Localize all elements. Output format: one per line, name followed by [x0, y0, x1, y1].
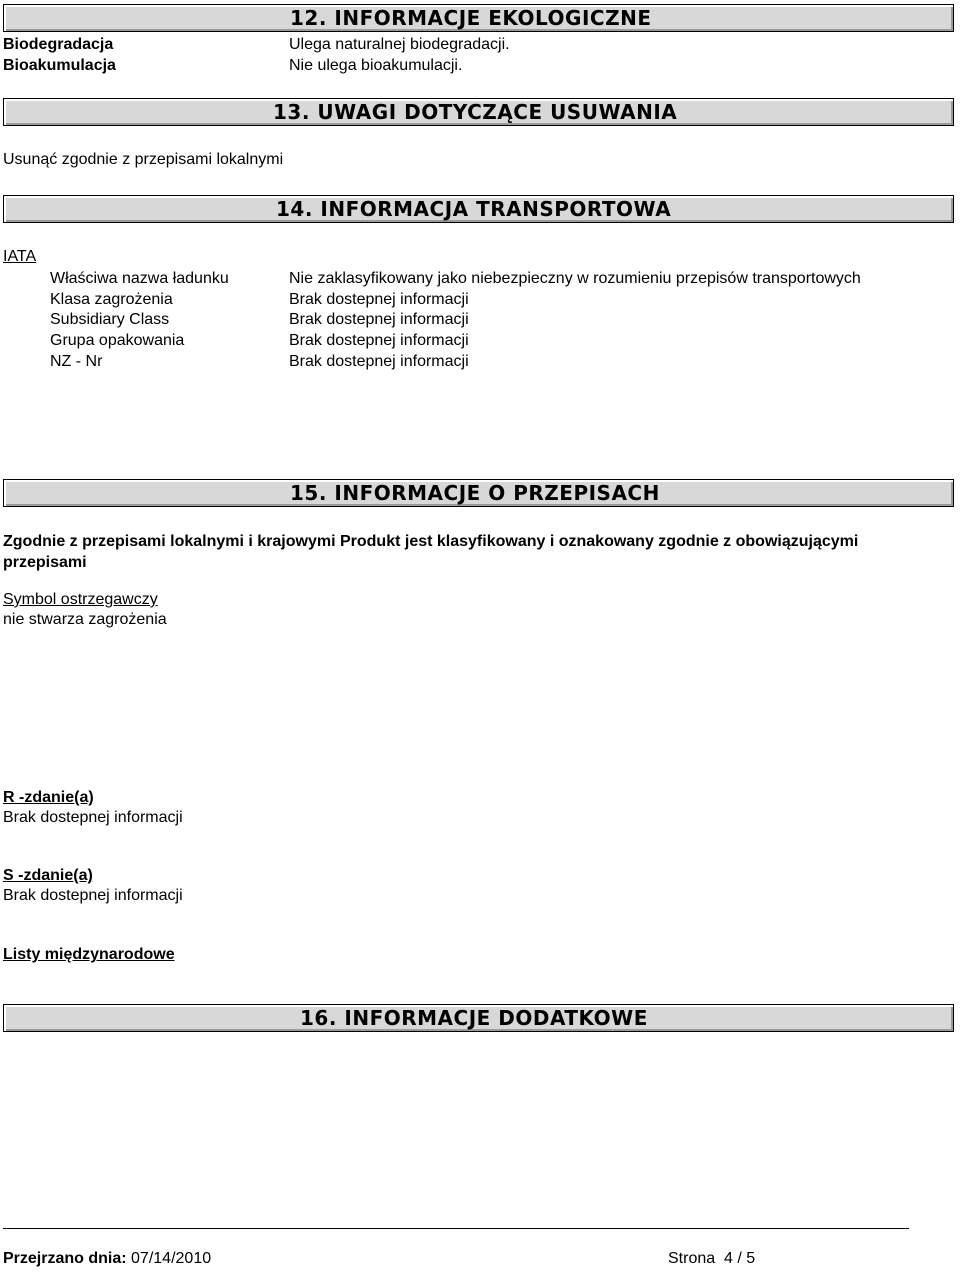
- transport-label: NZ - Nr: [50, 352, 103, 370]
- transport-value: Brak dostepnej informacji: [289, 332, 469, 350]
- transport-label: Subsidiary Class: [50, 311, 170, 329]
- transport-value: Brak dostepnej informacji: [289, 290, 469, 308]
- transport-values: [289, 269, 861, 372]
- section-14-title: 14. INFORMACJA TRANSPORTOWA: [276, 197, 672, 221]
- transport-value: Brak dostepnej informacji: [289, 311, 469, 329]
- transport-value: Nie zaklasyfikowany jako niebezpieczny w rozumieniu przepisów transportowych: [289, 270, 861, 287]
- transport-labels: [50, 269, 229, 372]
- section-12-title: 12. INFORMACJE EKOLOGICZNE: [290, 6, 652, 30]
- reviewed-date: 07/14/2010: [131, 1250, 212, 1267]
- page-label: Strona: [668, 1250, 716, 1267]
- s-phrases-label: S -zdanie(a): [3, 867, 93, 884]
- iata-heading: IATA: [3, 248, 37, 265]
- bioaccumulation-value: Nie ulega bioakumulacji.: [289, 57, 463, 74]
- hazard-symbol-label: Symbol ostrzegawczy: [3, 591, 158, 608]
- international-lists-label: Listy międzynarodowe: [3, 946, 175, 963]
- regulatory-intro-line1: Zgodnie z przepisami lokalnymi i krajowymi Produkt jest klasyfikowany i oznakowany zgodnie z obowiązującymi: [3, 533, 859, 550]
- r-phrases-label: R -zdanie(a): [3, 789, 94, 806]
- bioaccumulation-label: Bioakumulacja: [3, 57, 116, 74]
- hazard-symbol-value: nie stwarza zagrożenia: [3, 611, 167, 628]
- page-number: 4 / 5: [724, 1250, 756, 1267]
- biodegradation-value: Ulega naturalnej biodegradacji.: [289, 36, 510, 53]
- disposal-text: Usunąć zgodnie z przepisami lokalnymi: [3, 151, 284, 168]
- transport-label: Klasa zagrożenia: [50, 290, 173, 308]
- s-phrases-value: Brak dostepnej informacji: [3, 887, 183, 904]
- footer-page: [668, 1249, 755, 1269]
- r-phrases-value: Brak dostepnej informacji: [3, 809, 183, 826]
- section-16-title: 16. INFORMACJE DODATKOWE: [300, 1006, 648, 1030]
- footer-reviewed: [3, 1249, 211, 1269]
- transport-label: Grupa opakowania: [50, 332, 185, 350]
- biodegradation-label: Biodegradacja: [3, 36, 114, 53]
- transport-label: Właściwa nazwa ładunku: [50, 270, 229, 287]
- transport-value: Brak dostepnej informacji: [289, 352, 469, 370]
- reviewed-label: Przejrzano dnia:: [3, 1250, 127, 1267]
- footer-rule: [3, 1228, 909, 1229]
- regulatory-intro-line2: przepisami: [3, 554, 87, 571]
- section-13-title: 13. UWAGI DOTYCZĄCE USUWANIA: [273, 100, 678, 124]
- section-15-title: 15. INFORMACJE O PRZEPISACH: [290, 481, 660, 505]
